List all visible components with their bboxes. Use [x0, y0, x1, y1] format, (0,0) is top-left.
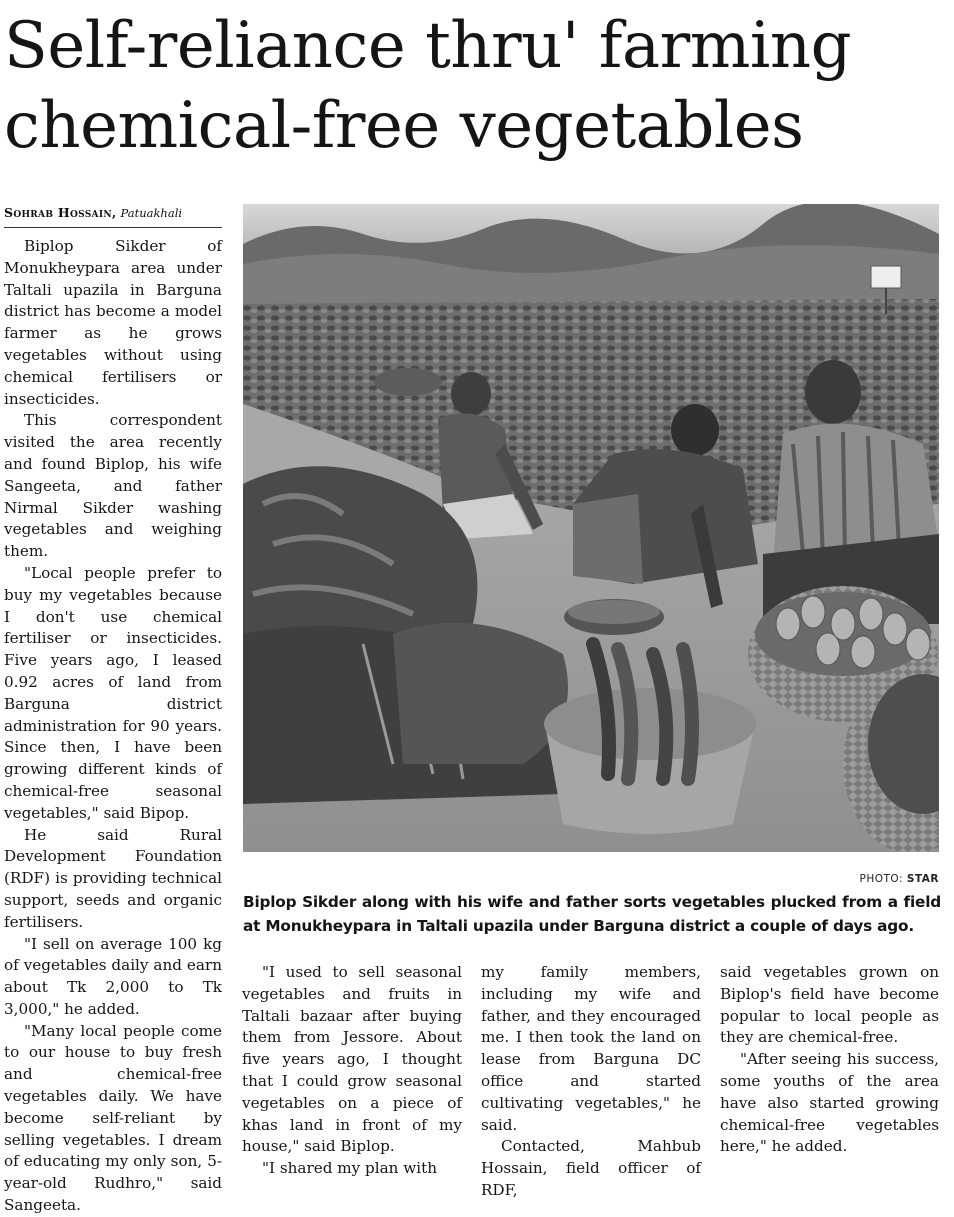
article-column-3 [481, 962, 701, 1202]
photo-credit-label: PHOTO: [859, 873, 904, 885]
article-paragraph: "I shared my plan with [262, 1159, 438, 1178]
article-paragraph: Biplop Sikder of Monukheypara area under Taltali upazila in Barguna district has become a model farmer as he grows vegetables without using chemical fertilisers or insecticides. [4, 237, 222, 408]
article-paragraph: said vegetables grown on Biplop's field have become popular to local people as they are chemical-free. [720, 963, 939, 1047]
article-column-2 [242, 962, 462, 1180]
article-paragraph: my family members, including my wife and father, and they encouraged me. I then took the land on lease from Barguna DC office and started cultivating vegetables," he said. [481, 963, 701, 1134]
article-photo [243, 204, 939, 852]
headline: Self-reliance thru' farming chemical-free vegetables [4, 9, 852, 163]
byline-author: Sohrab Hossain, [4, 205, 117, 220]
article-paragraph: "Many local people come to our house to buy fresh and chemical-free vegetables daily. We have become self-reliant by selling vegetables. I dream of educating my only son, 5-year-old Rudhro," said Sangeeta. [4, 1021, 222, 1215]
byline [4, 203, 222, 228]
article-paragraph: He said Rural Development Foundation (RDF) is providing technical support, seeds and organic fertilisers. [4, 825, 222, 931]
article-paragraph: This correspondent visited the area recently and found Biplop, his wife Sangeeta, and father Nirmal Sikder washing vegetables and weighing them. [4, 411, 222, 561]
article-paragraph: Contacted, Mahbub Hossain, field officer of RDF, [481, 1137, 701, 1199]
article-paragraph: "I sell on average 100 kg of vegetables daily and earn about Tk 2,000 to Tk 3,000," he added. [4, 934, 222, 1018]
article-paragraph: "I used to sell seasonal vegetables and fruits in Taltali bazaar after buying them from Jessore. About five years ago, I thought that I could grow seasonal vegetables on a piece of khas land in front of my house," said Biplop. [242, 963, 462, 1156]
photo-credit [243, 873, 939, 885]
photo-illustration [243, 204, 939, 852]
byline-location: Patuakhali [120, 206, 183, 220]
article-column-1 [4, 236, 222, 1217]
photo-caption: Biplop Sikder along with his wife and father sorts vegetables plucked from a field at Monukheypara in Taltali upazila under Barguna district a couple of days ago. [243, 893, 941, 935]
photo-credit-source: STAR [906, 873, 939, 885]
article-paragraph: "After seeing his success, some youths of the area have also started growing chemical-free vegetables here," he added. [720, 1050, 939, 1156]
article-paragraph: "Local people prefer to buy my vegetables because I don't use chemical fertiliser or insecticides. Five years ago, I leased 0.92 acres of land from Barguna district administration for 90 years. Since then, I have been growing different kinds of chemical-free seasonal vegetables," said Bipop. [4, 563, 222, 822]
article-column-4 [720, 962, 939, 1158]
